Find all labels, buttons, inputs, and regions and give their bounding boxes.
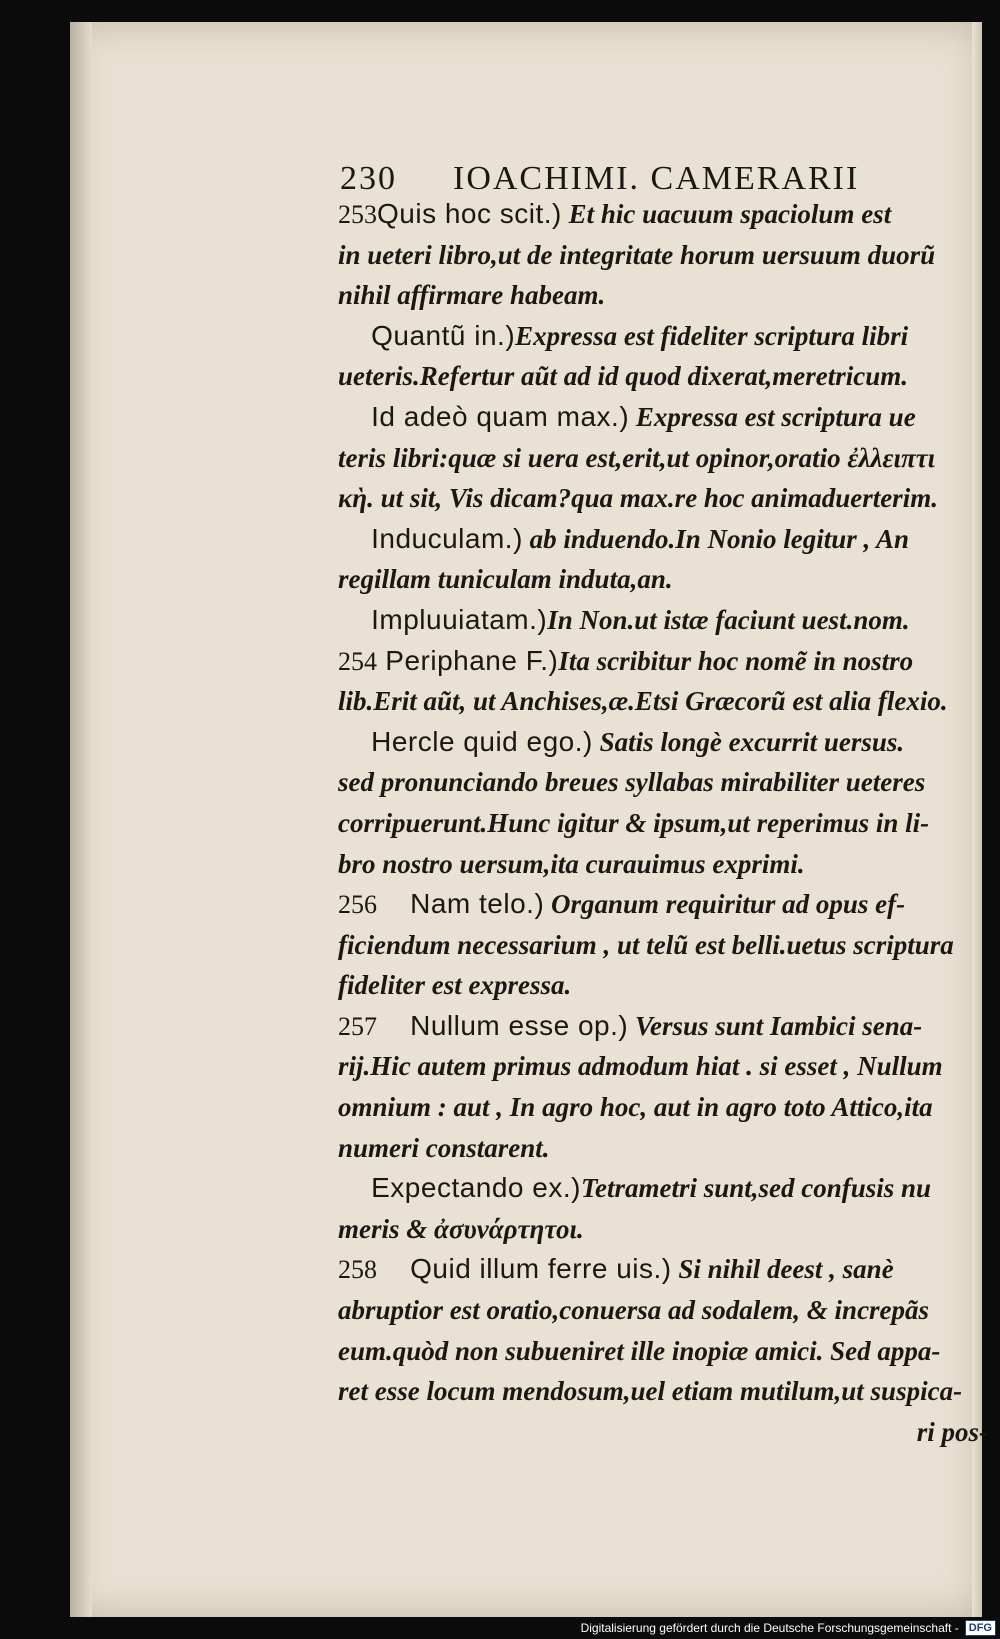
text-line bbox=[338, 884, 1000, 925]
text-line bbox=[338, 1290, 1000, 1331]
commentary-note: eum.quòd non subueniret ille inopiæ amici. Sed appa- bbox=[338, 1335, 941, 1366]
commentary-note: bro nostro uersum,ita curauimus exprimi. bbox=[338, 848, 805, 879]
commentary-note: Et hic uacuum spaciolum est bbox=[561, 199, 892, 229]
commentary-note: corripuerunt.Hunc igitur & ipsum,ut reperimus in li- bbox=[338, 807, 930, 838]
text-line bbox=[338, 194, 1000, 235]
text-line bbox=[338, 1128, 1000, 1169]
text-line bbox=[338, 519, 1000, 560]
text-line bbox=[338, 1006, 1000, 1047]
text-line bbox=[338, 803, 1000, 844]
line-number: 257 bbox=[338, 1011, 377, 1041]
text-line bbox=[338, 722, 1000, 763]
dfg-logo: DFG bbox=[965, 1620, 996, 1636]
text-line bbox=[338, 397, 1000, 438]
commentary-note: κὴ. ut sit, Vis dicam?qua max.re hoc animaduerterim. bbox=[338, 483, 938, 514]
text-line bbox=[338, 478, 1000, 519]
commentary-note: ueteris.Refertur aũt ad id quod dixerat,meretricum. bbox=[338, 361, 909, 392]
text-line bbox=[338, 641, 1000, 682]
text-line bbox=[338, 925, 1000, 966]
commentary-note: lib.Erit aũt, ut Anchises,æ.Etsi Græcorũ est alia flexio. bbox=[338, 686, 948, 717]
text-line bbox=[338, 1331, 1000, 1372]
commentary-note: Ita scribitur hoc nomẽ in nostro bbox=[558, 645, 914, 676]
book-page bbox=[70, 22, 988, 1617]
text-line bbox=[338, 356, 1000, 397]
text-line bbox=[338, 1209, 1000, 1250]
commentary-note: Expressa est scriptura ue bbox=[629, 401, 916, 432]
commentary-note: Tetrametri sunt,sed confusis nu bbox=[580, 1173, 932, 1204]
page-gutter bbox=[70, 22, 92, 1617]
text-line bbox=[338, 965, 1000, 1006]
text-line bbox=[338, 1249, 1000, 1290]
line-number: 253 bbox=[338, 200, 377, 229]
commentary-note: sed pronunciando breues syllabas mirabiliter ueteres bbox=[338, 767, 926, 798]
lemma: Expectando ex.) bbox=[338, 1172, 581, 1204]
text-line bbox=[338, 1168, 1000, 1209]
lemma: Nam telo.) bbox=[377, 888, 545, 920]
lemma: Nullum esse op.) bbox=[377, 1009, 629, 1041]
commentary-note: abruptior est oratio,conuersa ad sodalem, & increpãs bbox=[338, 1295, 930, 1326]
commentary-text bbox=[338, 194, 1000, 1452]
commentary-note: Expressa est fideliter scriptura libri bbox=[515, 320, 909, 351]
line-number: 258 bbox=[338, 1255, 377, 1285]
commentary-note: omnium : aut , In agro hoc, aut in agro toto Attico,ita bbox=[338, 1092, 933, 1123]
commentary-note: Si nihil deest , sanè bbox=[671, 1254, 894, 1285]
commentary-note: teris libri:quæ si uera est,erit,ut opinor,oratio ἐλλειπτι bbox=[338, 442, 936, 473]
text-line bbox=[338, 559, 1000, 600]
lemma: Induculam.) bbox=[338, 522, 523, 554]
lemma: Quis hoc scit.) bbox=[377, 198, 562, 229]
text-line bbox=[338, 235, 1000, 276]
text-line bbox=[338, 316, 1000, 357]
running-head bbox=[340, 160, 950, 198]
text-line bbox=[338, 275, 1000, 316]
commentary-note: ret esse locum mendosum,uel etiam mutilum,ut suspica- bbox=[338, 1376, 963, 1407]
commentary-note: meris & ἀσυνάρτητοι. bbox=[338, 1213, 584, 1244]
commentary-note: nihil affirmare habeam. bbox=[338, 280, 606, 311]
commentary-note: numeri constarent. bbox=[338, 1132, 550, 1163]
commentary-note: In Non.ut istæ faciunt uest.nom. bbox=[547, 604, 910, 635]
lemma: Hercle quid ego.) bbox=[338, 725, 593, 757]
page-number: 230 bbox=[340, 160, 397, 197]
text-line bbox=[338, 600, 1000, 641]
footer-text: Digitalisierung gefördert durch die Deutsche Forschungsgemeinschaft - bbox=[580, 1621, 959, 1635]
commentary-note: Organum requiritur ad opus ef- bbox=[544, 889, 906, 920]
lemma: Id adeò quam max.) bbox=[338, 400, 630, 432]
line-number: 254 bbox=[338, 646, 377, 676]
footer-credit bbox=[581, 1617, 1000, 1639]
lemma: Quantũ in.) bbox=[338, 319, 516, 351]
commentary-note: ficiendum necessarium , ut telũ est belli.uetus scriptura bbox=[338, 929, 954, 960]
text-line bbox=[338, 762, 1000, 803]
commentary-note: Versus sunt Iambici sena- bbox=[628, 1010, 923, 1041]
text-line bbox=[338, 1087, 1000, 1128]
commentary-note: ab induendo.In Nonio legitur , An bbox=[522, 523, 910, 554]
text-line bbox=[338, 681, 1000, 722]
commentary-note: fideliter est expressa. bbox=[338, 970, 572, 1001]
commentary-note: in ueteri libro,ut de integritate horum uersuum duorũ bbox=[338, 239, 936, 270]
lemma: Periphane F.) bbox=[377, 644, 559, 676]
catchword: ri pos- bbox=[916, 1416, 988, 1447]
commentary-note: Satis longè excurrit uersus. bbox=[592, 726, 905, 757]
line-number: 256 bbox=[338, 890, 377, 920]
commentary-note: rij.Hic autem primus admodum hiat . si esset , Nullum bbox=[338, 1051, 943, 1082]
text-line bbox=[338, 844, 1000, 885]
author-heading: IOACHIMI. CAMERARII bbox=[453, 160, 860, 197]
lemma: Quid illum ferre uis.) bbox=[377, 1253, 672, 1285]
text-line bbox=[338, 1371, 1000, 1412]
commentary-note: regillam tuniculam induta,an. bbox=[338, 564, 673, 595]
lemma: Impluuiatam.) bbox=[338, 603, 548, 635]
text-line bbox=[338, 1046, 1000, 1087]
text-line bbox=[338, 438, 1000, 479]
